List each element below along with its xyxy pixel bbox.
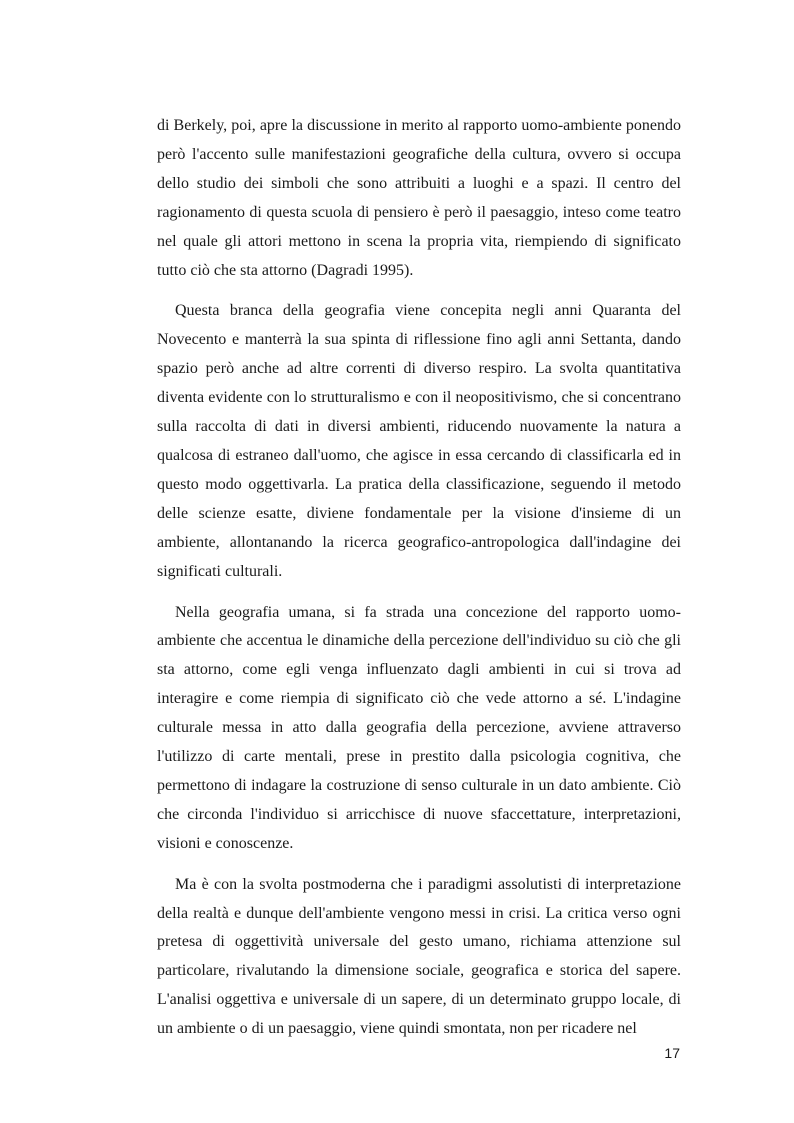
- paragraph-4: Ma è con la svolta postmoderna che i paradigmi assolutisti di interpretazione della realtà e dunque dell'ambiente vengono messi in crisi. La critica verso ogni pretesa di oggettività universale del gesto umano, richiama attenzione sul particolare, rivalutando la dimensione sociale, geografica e storica del sapere. L'analisi oggettiva e universale di un sapere, di un determinato gruppo locale, di un ambiente o di un paesaggio, viene quindi smontata, non per ricadere nel: [157, 875, 681, 1038]
- paragraph-3: Nella geografia umana, si fa strada una concezione del rapporto uomo-ambiente che accentua le dinamiche della percezione dell'individuo su ciò che gli sta attorno, come egli venga influenzato dagli ambienti in cui si trova ad interagire e come riempia di significato ciò che vede attorno a sé. L'indagine culturale messa in atto dalla geografia della percezione, avviene attraverso l'utilizzo di carte mentali, prese in prestito dalla psicologia cognitiva, che permettono di indagare la costruzione di senso culturale in un dato ambiente. Ciò che circonda l'individuo si arricchisce di nuove sfaccettature, interpretazioni, visioni e conoscenze.: [157, 603, 681, 852]
- page-number: 17: [664, 1045, 680, 1061]
- paragraph-1: di Berkely, poi, apre la discussione in merito al rapporto uomo-ambiente ponendo però l'accento sulle manifestazioni geografiche della cultura, ovvero si occupa dello studio dei simboli che sono attribuiti a luoghi e a spazi. Il centro del ragionamento di questa scuola di pensiero è però il paesaggio, inteso come teatro nel quale gli attori mettono in scena la propria vita, riempiendo di significato tutto ciò che sta attorno (Dagradi 1995).: [157, 117, 681, 279]
- paragraph-2: Questa branca della geografia viene concepita negli anni Quaranta del Novecento e manterrà la sua spinta di riflessione fino agli anni Settanta, dando spazio però anche ad altre correnti di diverso respiro. La svolta quantitativa diventa evidente con lo strutturalismo e con il neopositivismo, che si concentrano sulla raccolta di dati in diversi ambienti, riducendo nuovamente la natura a qualcosa di estraneo dall'uomo, che agisce in essa cercando di classificarla ed in questo modo oggettivarla. La pratica della classificazione, seguendo il metodo delle scienze esatte, diviene fondamentale per la visione d'insieme di un ambiente, allontanando la ricerca geografico-antropologica dall'indagine dei significati culturali.: [157, 302, 681, 580]
- body-text: [157, 112, 681, 1056]
